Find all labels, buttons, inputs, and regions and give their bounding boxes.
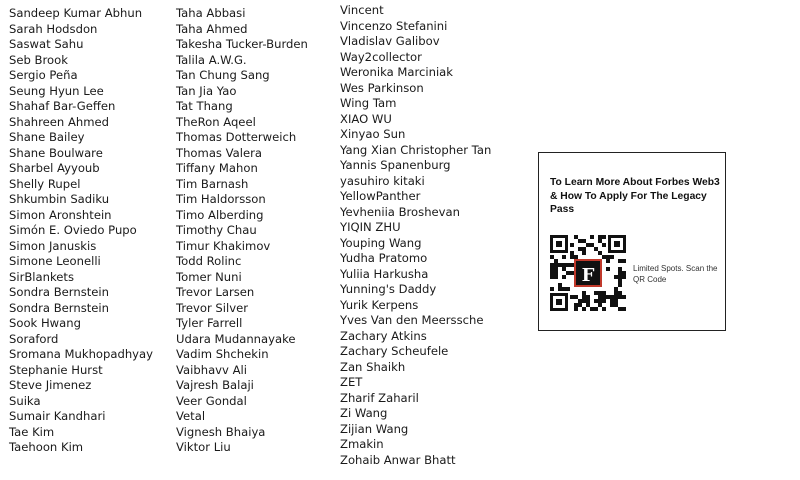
forbes-logo-icon [574,259,602,287]
name-entry: Seb Brook [9,52,68,67]
name-entry: Tan Jia Yao [176,83,237,98]
name-entry: Tim Barnash [176,176,249,191]
name-entry: Trevor Larsen [176,285,255,299]
name-entry: Tat Thang [176,99,233,113]
name-entry: Tomer Nuni [176,269,242,284]
name-entry: Zharif Zaharil [340,390,419,405]
name-entry: Sergio Peña [9,68,78,82]
name-entry: Taehoon Kim [9,440,84,454]
name-entry: Talila A.W.G. [176,52,247,67]
name-entry: Shane Boulware [9,145,103,160]
name-entry: Zohaib Anwar Bhatt [340,452,456,467]
name-entry: Trevor Silver [176,300,248,315]
names-column-2 [176,6,308,456]
name-entry: Zi Wang [340,406,388,420]
name-entry: Timo Alberding [176,207,264,222]
qr-code-icon[interactable] [550,235,626,311]
name-entry: Timothy Chau [176,223,257,237]
name-entry: Yurik Kerpens [340,297,419,312]
name-entry: Timur Khakimov [176,238,271,253]
name-entry: Suika [9,393,41,408]
names-column-3 [340,3,491,468]
name-entry: Vignesh Bhaiya [176,424,266,439]
name-entry: Yuliia Harkusha [340,266,429,281]
name-entry: YellowPanther [340,189,421,203]
name-entry: Yudha Pratomo [340,251,428,265]
name-entry: Vincenzo Stefanini [340,18,448,33]
name-entry: Zachary Scheufele [340,344,449,358]
name-entry: Tyler Farrell [176,316,243,330]
name-entry: Tim Haldorsson [176,192,266,206]
name-entry: Vaibhavv Ali [176,362,247,377]
name-entry: Simone Leonelli [9,254,101,268]
name-entry: ZET [340,375,363,389]
name-entry: Zan Shaikh [340,359,406,374]
name-entry: Viktor Liu [176,440,231,454]
name-entry: Soraford [9,331,59,346]
name-entry: Wing Tam [340,96,397,110]
name-entry: Yevheniia Broshevan [340,204,460,219]
name-entry: Thomas Valera [176,145,263,160]
name-entry: Shelly Rupel [9,176,81,191]
name-entry: Tae Kim [9,424,55,439]
name-entry: Youping Wang [340,235,422,250]
name-entry: Taha Abbasi [176,6,246,20]
name-entry: Simon Januskis [9,238,97,253]
promo-note: Limited Spots. Scan the QR Code [633,264,718,284]
name-entry: Takesha Tucker-Burden [176,37,308,51]
name-entry: Sharbel Ayyoub [9,161,100,175]
promo-title: To Learn More About Forbes Web3 & How To Apply For The Legacy Pass [550,177,720,215]
name-entry: Sandeep Kumar Abhun [9,6,143,20]
name-entry: Zijian Wang [340,421,409,436]
name-entry: Shkumbin Sadiku [9,192,110,206]
name-entry: Vajresh Balaji [176,378,254,392]
name-entry: Tan Chung Sang [176,68,270,82]
name-entry: Shane Bailey [9,130,85,144]
name-entry: TheRon Aqeel [176,114,256,129]
name-entry: Zmakin [340,437,384,451]
svg-text:F: F [581,265,595,286]
name-entry: Sondra Bernstein [9,300,110,315]
name-entry: Todd Rolinc [176,254,242,268]
name-entry: Simon Aronshtein [9,207,112,222]
name-entry: Yves Van den Meerssche [340,313,484,327]
name-entry: Shahreen Ahmed [9,114,110,129]
name-entry: Shahaf Bar-Geffen [9,99,116,113]
name-entry: Yang Xian Christopher Tan [340,142,492,157]
name-entry: Vetal [176,409,206,423]
name-entry: Stephanie Hurst [9,362,103,377]
name-entry: Vincent [340,3,384,17]
name-entry: Xinyao Sun [340,127,406,141]
name-entry: Saswat Sahu [9,37,84,51]
name-entry: Steve Jimenez [9,378,92,392]
name-entry: Thomas Dotterweich [176,130,297,144]
name-entry: Tiffany Mahon [176,161,258,175]
name-entry: Wes Parkinson [340,80,424,95]
name-entry: Taha Ahmed [176,21,248,36]
name-entry: Sarah Hodsdon [9,21,98,36]
name-entry: YIQIN ZHU [340,220,401,234]
name-entry: Veer Gondal [176,393,247,408]
name-entry: yasuhiro kitaki [340,173,425,188]
legacy-pass-promo-card [538,152,726,331]
name-entry: Weronika Marciniak [340,65,453,79]
names-column-1 [9,6,153,456]
name-entry: Sook Hwang [9,316,81,330]
name-entry: Yunning's Daddy [340,282,437,296]
name-entry: Vadim Shchekin [176,347,269,361]
name-entry: Sromana Mukhopadhyay [9,347,154,361]
name-entry: Vladislav Galibov [340,34,440,48]
name-entry: Sumair Kandhari [9,409,106,423]
name-entry: Sondra Bernstein [9,285,110,299]
name-entry: SirBlankets [9,269,74,284]
name-entry: XIAO WU [340,111,392,126]
name-entry: Udara Mudannayake [176,331,296,346]
name-entry: Simón E. Oviedo Pupo [9,223,137,237]
name-entry: Seung Hyun Lee [9,83,104,98]
name-entry: Way2collector [340,49,422,64]
name-entry: Yannis Spanenburg [340,158,451,172]
name-entry: Zachary Atkins [340,328,427,343]
